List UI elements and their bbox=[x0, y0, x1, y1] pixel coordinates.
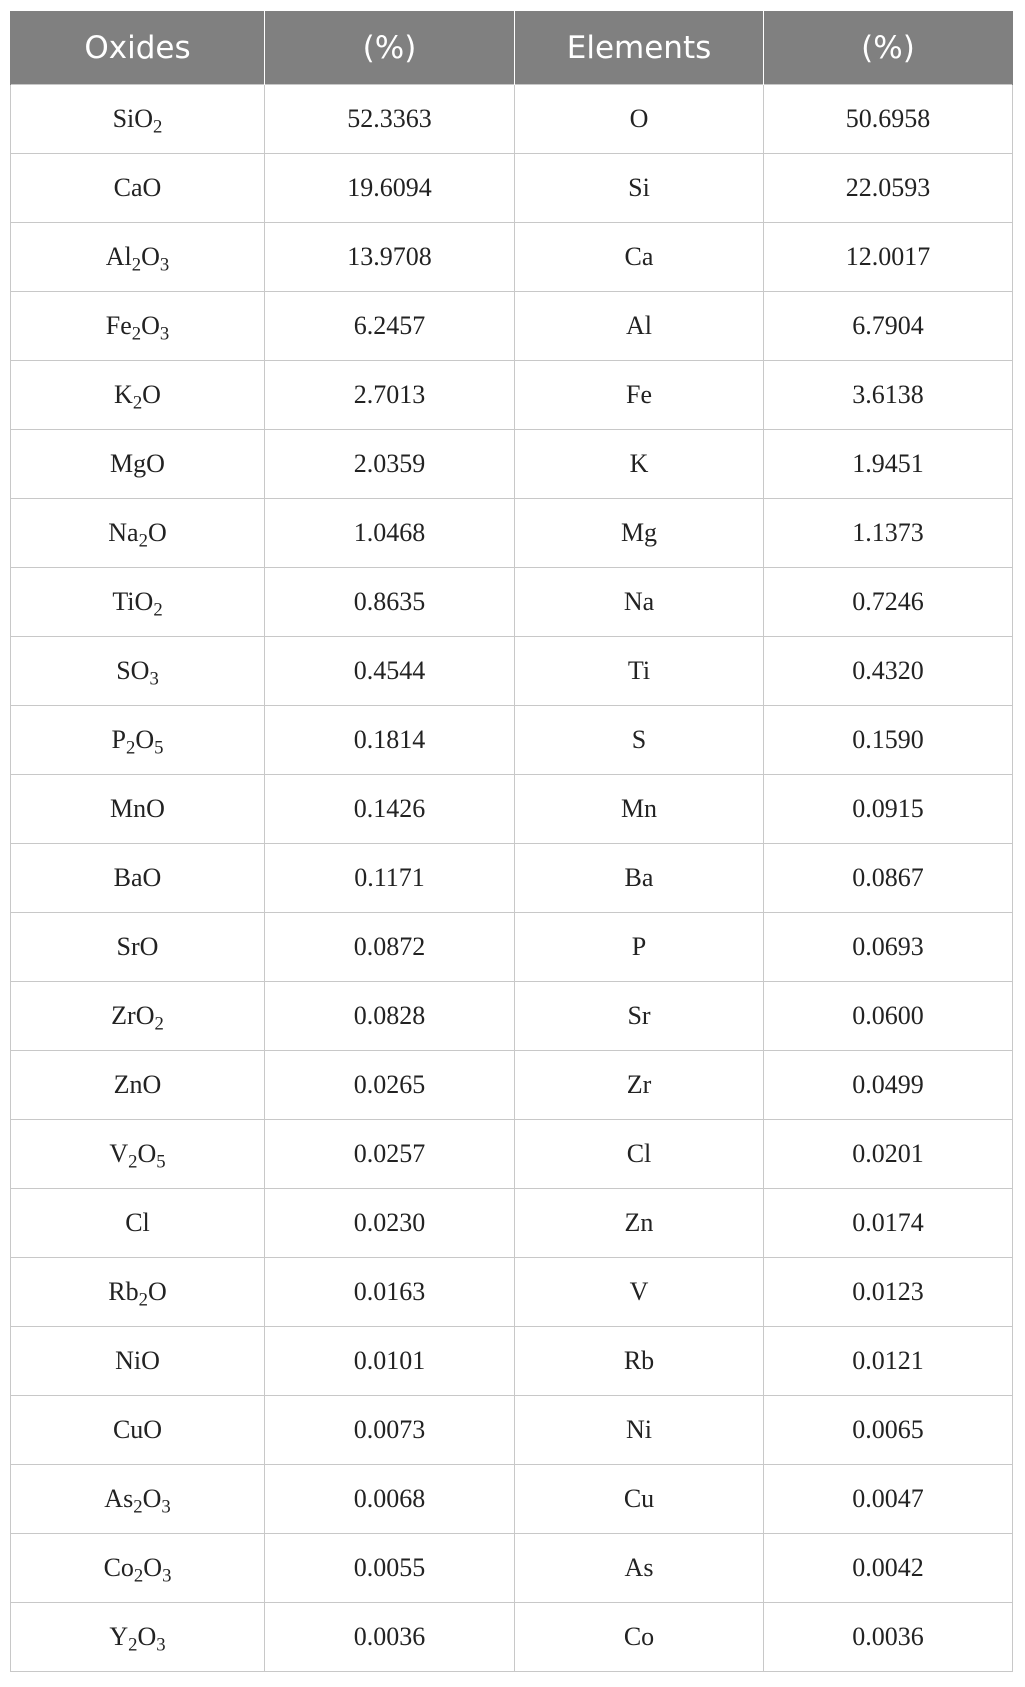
element-percent: 0.0047 bbox=[764, 1465, 1013, 1534]
header-oxides-percent: (%) bbox=[265, 11, 515, 85]
oxide-formula bbox=[11, 85, 265, 154]
table-body bbox=[11, 85, 1013, 1672]
element-symbol: Ca bbox=[515, 223, 764, 292]
formula-symbol: O bbox=[134, 587, 154, 616]
oxide-formula bbox=[11, 154, 265, 223]
oxide-formula bbox=[11, 844, 265, 913]
table-row bbox=[11, 1051, 1013, 1120]
element-percent: 0.7246 bbox=[764, 568, 1013, 637]
composition-table-container bbox=[10, 11, 1012, 1672]
oxide-formula bbox=[11, 775, 265, 844]
element-percent: 0.0915 bbox=[764, 775, 1013, 844]
table-row bbox=[11, 361, 1013, 430]
oxide-percent: 0.0872 bbox=[265, 913, 515, 982]
oxide-formula bbox=[11, 568, 265, 637]
oxide-percent: 13.9708 bbox=[265, 223, 515, 292]
formula-symbol: Rb bbox=[108, 1277, 139, 1306]
oxide-percent: 2.0359 bbox=[265, 430, 515, 499]
table-row bbox=[11, 637, 1013, 706]
oxide-percent: 0.0265 bbox=[265, 1051, 515, 1120]
formula-symbol: O bbox=[137, 1139, 157, 1168]
formula-symbol: As bbox=[104, 1484, 134, 1513]
formula-subscript: 2 bbox=[153, 599, 163, 621]
oxide-percent: 2.7013 bbox=[265, 361, 515, 430]
oxide-formula bbox=[11, 292, 265, 361]
element-symbol: As bbox=[515, 1534, 764, 1603]
oxide-percent: 0.1426 bbox=[265, 775, 515, 844]
element-symbol: S bbox=[515, 706, 764, 775]
table-row bbox=[11, 499, 1013, 568]
element-symbol: Co bbox=[515, 1603, 764, 1672]
formula-subscript: 3 bbox=[149, 668, 159, 690]
oxide-percent: 0.4544 bbox=[265, 637, 515, 706]
table-row bbox=[11, 568, 1013, 637]
oxide-percent: 6.2457 bbox=[265, 292, 515, 361]
formula-symbol: S bbox=[116, 656, 131, 685]
formula-subscript: 5 bbox=[154, 737, 164, 759]
element-symbol: Na bbox=[515, 568, 764, 637]
formula-symbol: CuO bbox=[112, 1415, 163, 1444]
formula-subscript: 2 bbox=[125, 737, 136, 759]
formula-subscript: 2 bbox=[138, 1289, 148, 1311]
header-row bbox=[11, 11, 1013, 85]
formula-symbol: O bbox=[137, 1622, 157, 1651]
oxide-percent: 52.3363 bbox=[265, 85, 515, 154]
header-elements-percent: (%) bbox=[764, 11, 1013, 85]
formula-subscript: 5 bbox=[156, 1151, 166, 1173]
element-percent: 0.0174 bbox=[764, 1189, 1013, 1258]
formula-subscript: 3 bbox=[159, 254, 170, 276]
table-row bbox=[11, 1258, 1013, 1327]
formula-symbol: CaO bbox=[113, 173, 162, 202]
formula-symbol: O bbox=[130, 656, 150, 685]
formula-symbol: O bbox=[141, 311, 160, 340]
formula-symbol: O bbox=[143, 1553, 163, 1582]
oxide-percent: 0.0055 bbox=[265, 1534, 515, 1603]
oxide-percent: 0.0828 bbox=[265, 982, 515, 1051]
element-percent: 0.0065 bbox=[764, 1396, 1013, 1465]
element-percent: 0.4320 bbox=[764, 637, 1013, 706]
formula-symbol: Na bbox=[108, 518, 139, 547]
element-symbol: Sr bbox=[515, 982, 764, 1051]
formula-symbol: MgO bbox=[110, 449, 165, 478]
formula-subscript: 2 bbox=[153, 116, 163, 138]
formula-symbol: O bbox=[142, 380, 161, 409]
table-row bbox=[11, 430, 1013, 499]
oxide-percent: 0.0036 bbox=[265, 1603, 515, 1672]
element-percent: 0.0121 bbox=[764, 1327, 1013, 1396]
formula-symbol: SrO bbox=[116, 932, 159, 961]
formula-symbol: O bbox=[135, 725, 155, 754]
element-symbol: Mg bbox=[515, 499, 764, 568]
formula-symbol: Fe bbox=[105, 311, 132, 340]
element-symbol: Cu bbox=[515, 1465, 764, 1534]
element-percent: 0.0201 bbox=[764, 1120, 1013, 1189]
header-elements: Elements bbox=[515, 11, 764, 85]
oxide-formula bbox=[11, 1396, 265, 1465]
element-symbol: Zr bbox=[515, 1051, 764, 1120]
formula-subscript: 2 bbox=[128, 1634, 138, 1656]
table-row bbox=[11, 1534, 1013, 1603]
element-percent: 0.0693 bbox=[764, 913, 1013, 982]
element-percent: 12.0017 bbox=[764, 223, 1013, 292]
formula-symbol: O bbox=[134, 104, 154, 133]
element-percent: 6.7904 bbox=[764, 292, 1013, 361]
formula-symbol: O bbox=[135, 1001, 155, 1030]
formula-symbol: Y bbox=[109, 1622, 129, 1651]
formula-symbol: Si bbox=[112, 104, 135, 133]
formula-symbol: K bbox=[114, 380, 133, 409]
formula-subscript: 3 bbox=[162, 1565, 172, 1587]
element-percent: 0.0042 bbox=[764, 1534, 1013, 1603]
element-symbol: Ba bbox=[515, 844, 764, 913]
element-symbol: Si bbox=[515, 154, 764, 223]
table-row bbox=[11, 1465, 1013, 1534]
formula-subscript: 2 bbox=[128, 1151, 138, 1173]
formula-symbol: P bbox=[111, 725, 126, 754]
oxide-formula bbox=[11, 1603, 265, 1672]
element-symbol: Fe bbox=[515, 361, 764, 430]
oxide-percent: 1.0468 bbox=[265, 499, 515, 568]
header-oxides: Oxides bbox=[11, 11, 265, 85]
element-symbol: Ti bbox=[515, 637, 764, 706]
table-row bbox=[11, 1603, 1013, 1672]
formula-subscript: 3 bbox=[156, 1634, 166, 1656]
table-row bbox=[11, 844, 1013, 913]
element-symbol: Ni bbox=[515, 1396, 764, 1465]
formula-symbol: NiO bbox=[115, 1346, 160, 1375]
element-percent: 3.6138 bbox=[764, 361, 1013, 430]
formula-symbol: V bbox=[109, 1139, 129, 1168]
formula-subscript: 2 bbox=[154, 1013, 164, 1035]
formula-symbol: O bbox=[142, 1484, 162, 1513]
table-row bbox=[11, 706, 1013, 775]
oxide-percent: 0.1814 bbox=[265, 706, 515, 775]
oxide-percent: 0.0073 bbox=[265, 1396, 515, 1465]
element-symbol: Cl bbox=[515, 1120, 764, 1189]
element-percent: 22.0593 bbox=[764, 154, 1013, 223]
formula-symbol: Co bbox=[103, 1553, 134, 1582]
formula-symbol: O bbox=[147, 518, 167, 547]
oxide-formula bbox=[11, 1258, 265, 1327]
element-symbol: Mn bbox=[515, 775, 764, 844]
oxide-percent: 0.0068 bbox=[265, 1465, 515, 1534]
element-percent: 50.6958 bbox=[764, 85, 1013, 154]
table-row bbox=[11, 85, 1013, 154]
formula-symbol: Cl bbox=[125, 1208, 150, 1237]
table-header bbox=[11, 11, 1013, 85]
formula-subscript: 2 bbox=[138, 530, 148, 552]
oxide-percent: 0.8635 bbox=[265, 568, 515, 637]
element-percent: 0.0600 bbox=[764, 982, 1013, 1051]
formula-symbol: BaO bbox=[113, 863, 162, 892]
formula-subscript: 2 bbox=[133, 1565, 144, 1587]
oxide-formula bbox=[11, 1051, 265, 1120]
table-row bbox=[11, 292, 1013, 361]
element-percent: 1.9451 bbox=[764, 430, 1013, 499]
table-row bbox=[11, 1396, 1013, 1465]
formula-symbol: Zr bbox=[111, 1001, 136, 1030]
table-row bbox=[11, 1189, 1013, 1258]
element-symbol: Zn bbox=[515, 1189, 764, 1258]
table-row bbox=[11, 775, 1013, 844]
element-symbol: Al bbox=[515, 292, 764, 361]
oxide-percent: 0.0101 bbox=[265, 1327, 515, 1396]
table-row bbox=[11, 982, 1013, 1051]
element-percent: 0.0123 bbox=[764, 1258, 1013, 1327]
composition-table bbox=[10, 11, 1013, 1672]
oxide-formula bbox=[11, 1120, 265, 1189]
element-percent: 0.1590 bbox=[764, 706, 1013, 775]
formula-subscript: 3 bbox=[159, 323, 170, 345]
oxide-percent: 0.0230 bbox=[265, 1189, 515, 1258]
element-percent: 0.0036 bbox=[764, 1603, 1013, 1672]
oxide-formula bbox=[11, 1465, 265, 1534]
oxide-formula bbox=[11, 913, 265, 982]
oxide-formula bbox=[11, 499, 265, 568]
table-row bbox=[11, 1327, 1013, 1396]
oxide-formula bbox=[11, 430, 265, 499]
element-percent: 0.0867 bbox=[764, 844, 1013, 913]
table-row bbox=[11, 223, 1013, 292]
formula-subscript: 2 bbox=[131, 254, 142, 276]
formula-subscript: 3 bbox=[161, 1496, 171, 1518]
formula-symbol: Al bbox=[105, 242, 132, 271]
formula-subscript: 2 bbox=[131, 323, 142, 345]
oxide-percent: 0.1171 bbox=[265, 844, 515, 913]
table-row bbox=[11, 154, 1013, 223]
element-symbol: K bbox=[515, 430, 764, 499]
oxide-formula bbox=[11, 223, 265, 292]
oxide-formula bbox=[11, 361, 265, 430]
table-row bbox=[11, 1120, 1013, 1189]
table-row bbox=[11, 913, 1013, 982]
element-percent: 1.1373 bbox=[764, 499, 1013, 568]
formula-symbol: O bbox=[141, 242, 160, 271]
oxide-percent: 19.6094 bbox=[265, 154, 515, 223]
formula-symbol: ZnO bbox=[113, 1070, 162, 1099]
oxide-percent: 0.0163 bbox=[265, 1258, 515, 1327]
element-symbol: Rb bbox=[515, 1327, 764, 1396]
element-symbol: V bbox=[515, 1258, 764, 1327]
element-percent: 0.0499 bbox=[764, 1051, 1013, 1120]
element-symbol: P bbox=[515, 913, 764, 982]
formula-symbol: MnO bbox=[110, 794, 165, 823]
formula-subscript: 2 bbox=[132, 392, 143, 414]
oxide-formula bbox=[11, 706, 265, 775]
formula-symbol: Ti bbox=[112, 587, 135, 616]
oxide-percent: 0.0257 bbox=[265, 1120, 515, 1189]
element-symbol: O bbox=[515, 85, 764, 154]
oxide-formula bbox=[11, 1534, 265, 1603]
oxide-formula bbox=[11, 982, 265, 1051]
oxide-formula bbox=[11, 1189, 265, 1258]
formula-symbol: O bbox=[147, 1277, 167, 1306]
formula-subscript: 2 bbox=[133, 1496, 143, 1518]
oxide-formula bbox=[11, 1327, 265, 1396]
oxide-formula bbox=[11, 637, 265, 706]
